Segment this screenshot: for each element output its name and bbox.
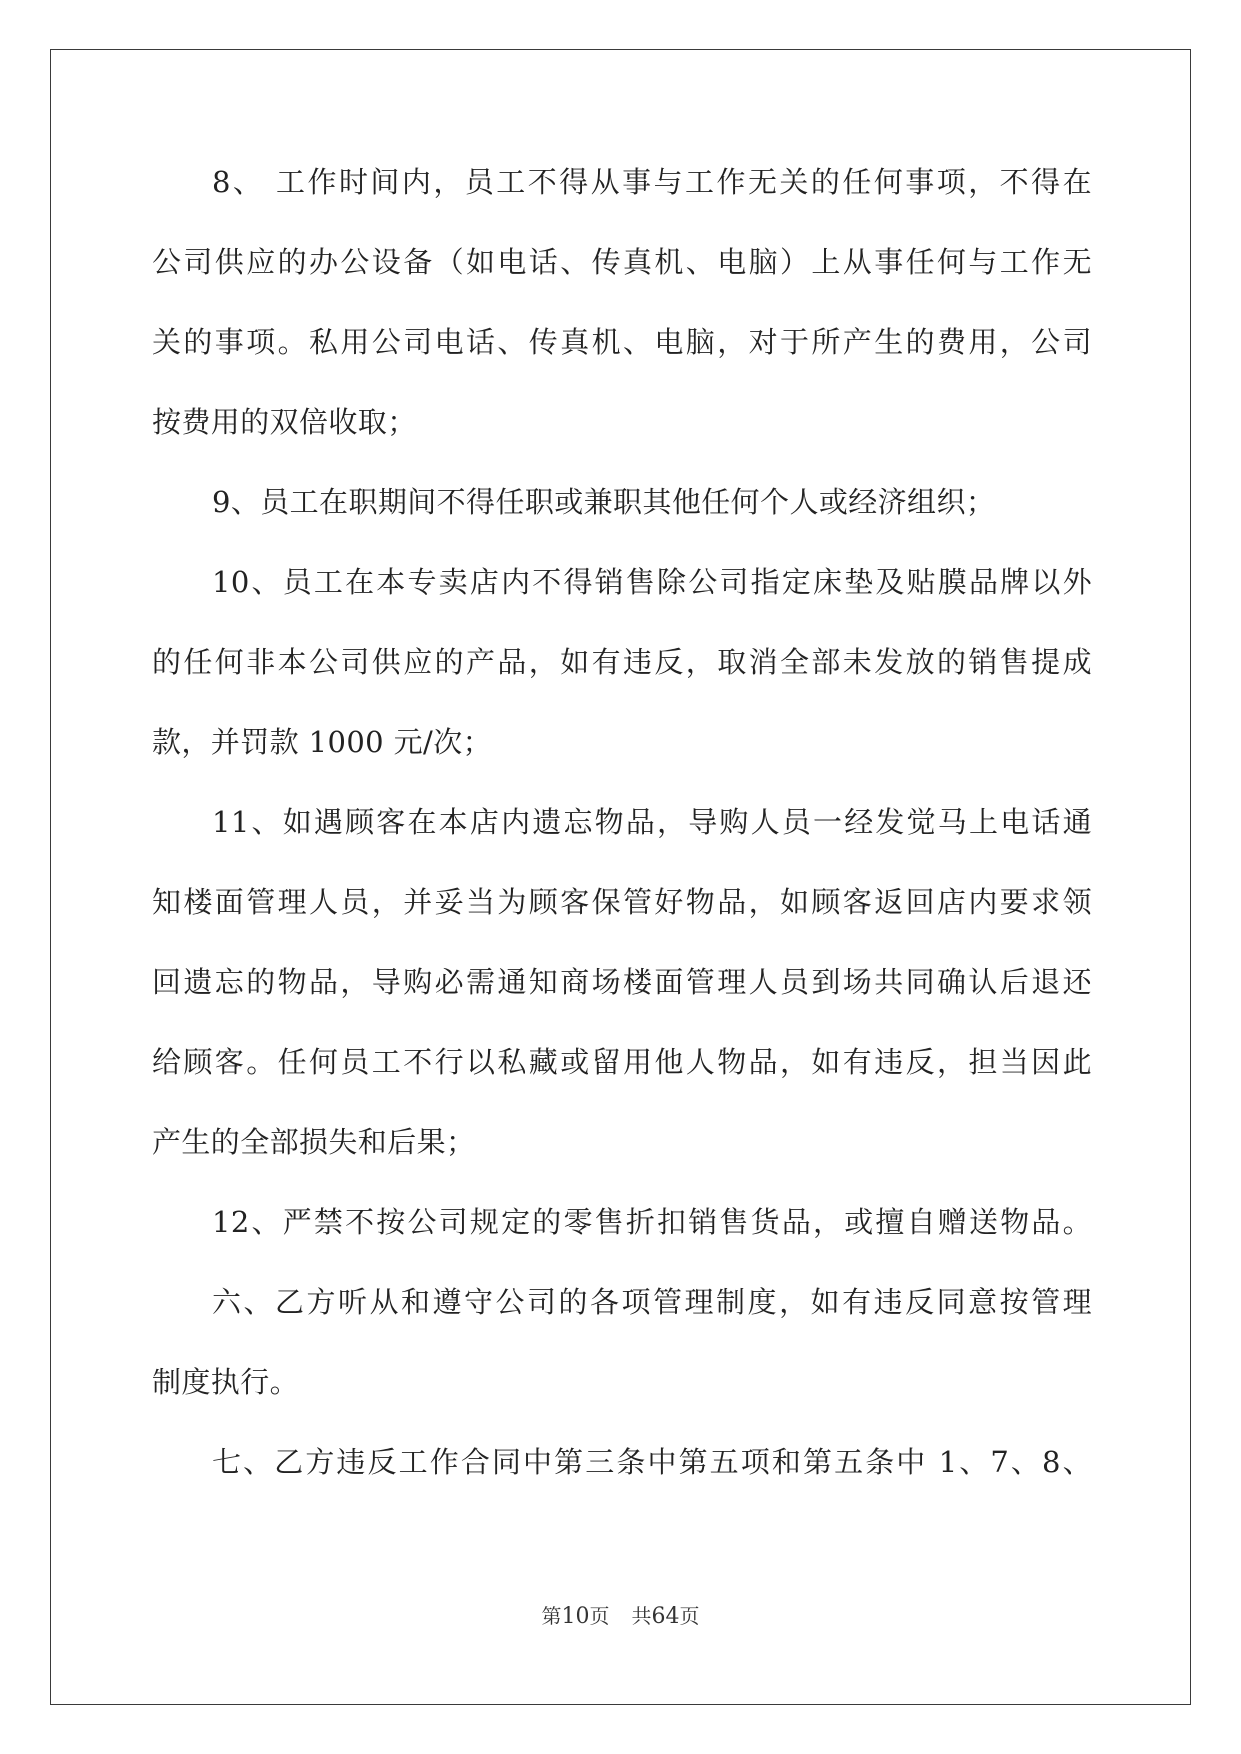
paragraph-line: 关的事项。私用公司电话、传真机、电脑，对于所产生的费用，公司: [152, 325, 1092, 359]
paragraph-line: 10、员工在本专卖店内不得销售除公司指定床垫及贴膜品牌以外: [212, 565, 1092, 599]
footer-page-number: 10: [561, 1604, 590, 1629]
footer-prefix: 第: [541, 1604, 562, 1628]
paragraph-line: 制度执行。: [152, 1365, 300, 1399]
paragraph-line: 六、乙方听从和遵守公司的各项管理制度，如有违反同意按管理: [212, 1285, 1092, 1319]
paragraph-line: 七、乙方违反工作合同中第三条中第五项和第五条中 1、7、8、: [212, 1445, 1092, 1479]
footer-total-pages: 64: [651, 1604, 680, 1629]
paragraph-line: 的任何非本公司供应的产品，如有违反，取消全部未发放的销售提成: [152, 645, 1092, 679]
paragraph-line: 9、员工在职期间不得任职或兼职其他任何个人或经济组织；: [212, 485, 996, 519]
paragraph-line: 回遗忘的物品，导购必需通知商场楼面管理人员到场共同确认后退还: [152, 965, 1092, 999]
footer-total-suffix: 页: [679, 1604, 700, 1628]
paragraph-line: 公司供应的办公设备（如电话、传真机、电脑）上从事任何与工作无: [152, 245, 1092, 279]
paragraph-line: 给顾客。任何员工不行以私藏或留用他人物品，如有违反，担当因此: [152, 1045, 1092, 1079]
paragraph-line: 产生的全部损失和后果；: [152, 1125, 476, 1159]
paragraph-line: 按费用的双倍收取；: [152, 405, 417, 439]
document-body: [152, 162, 1092, 1522]
page-footer: [0, 1600, 1241, 1629]
footer-total-prefix: 共: [631, 1604, 652, 1628]
paragraph-line: 12、严禁不按公司规定的零售折扣销售货品，或擅自赠送物品。: [212, 1205, 1092, 1239]
paragraph-line: 款，并罚款 1000 元/次；: [152, 725, 493, 759]
footer-page-suffix: 页: [589, 1604, 610, 1628]
paragraph-line: 8、 工作时间内，员工不得从事与工作无关的任何事项，不得在: [212, 165, 1092, 199]
paragraph-line: 知楼面管理人员，并妥当为顾客保管好物品，如顾客返回店内要求领: [152, 885, 1092, 919]
paragraph-line: 11、如遇顾客在本店内遗忘物品，导购人员一经发觉马上电话通: [212, 805, 1092, 839]
